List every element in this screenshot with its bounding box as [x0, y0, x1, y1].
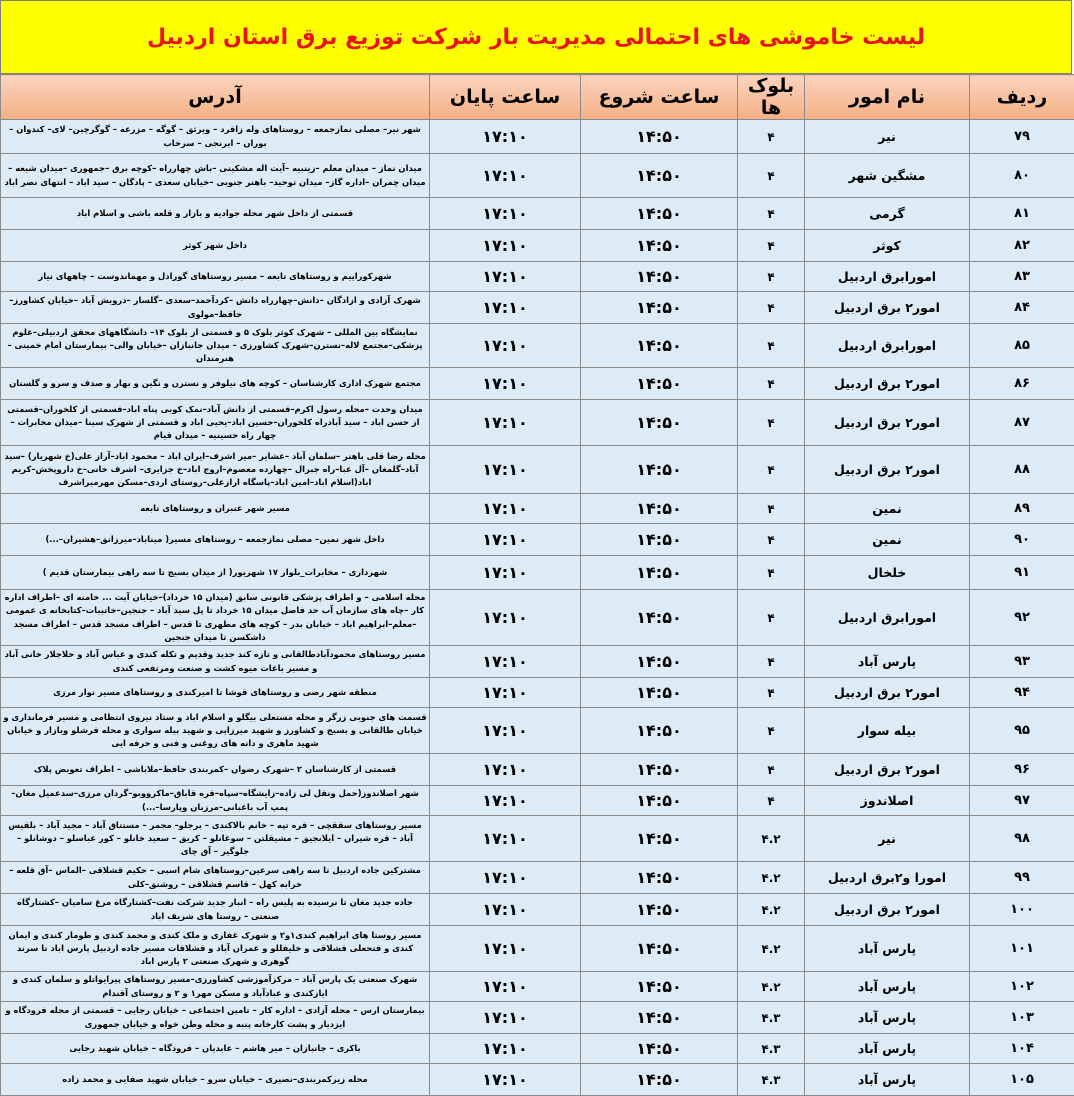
cell-end-time: ۱۷:۱۰: [430, 754, 581, 786]
cell-blocks: ۴: [738, 292, 805, 324]
cell-end-time: ۱۷:۱۰: [430, 862, 581, 894]
table-row: [1, 230, 1074, 262]
page-title: لیست خاموشی های احتمالی مدیریت بار شرکت توزیع برق استان اردبیل: [147, 25, 925, 50]
cell-address: داخل شهر کوثر: [1, 230, 430, 262]
cell-office-name: امور۲ برق اردبیل: [805, 368, 970, 400]
cell-office-name: پارس آباد: [805, 972, 970, 1002]
cell-office-name: امورابرق اردبیل: [805, 324, 970, 368]
cell-row-number: ۹۹: [970, 862, 1074, 894]
cell-office-name: پارس آباد: [805, 646, 970, 678]
header-start-time: ساعت شروع: [581, 75, 738, 120]
cell-blocks: ۴: [738, 120, 805, 154]
cell-blocks: ۴.۲: [738, 972, 805, 1002]
cell-office-name: اصلاندوز: [805, 786, 970, 816]
table-row: [1, 926, 1074, 972]
cell-start-time: ۱۴:۵۰: [581, 1034, 738, 1064]
cell-end-time: ۱۷:۱۰: [430, 400, 581, 446]
cell-row-number: ۸۸: [970, 446, 1074, 494]
cell-office-name: خلخال: [805, 556, 970, 590]
cell-row-number: ۱۰۰: [970, 894, 1074, 926]
cell-address: مسیر روستا های ابراهیم کندی۱و۲ و شهرک غفاری و ملک کندی و محمد کندی و طومار کندی و ایمان کندی و فتحعلی قشلاقی و خلیفللو و عمران آباد و قشلاقات مسیر جاده اردبیل پارس اباد تا سرند گوهری و شهرک صنعتی ۲ پارس اباد: [1, 926, 430, 972]
cell-address: میدان نماز – میدان معلم –زینبیه –آیت اله مشکینی –باش چهارراه –کوچه برق –جمهوری –میدان شیعه –میدان چمران –اداره گاز– میدان توحید– باهنر جنوبی –خیابان سعدی – پادگان – سید اباد – انتهای نصر اباد: [1, 154, 430, 198]
cell-address: محله رضا قلی باهنر –سلمان آباد –عشایر –میر اشرف–ایران اباد – محمود اباد–آراز علی(خ شهریار) –سید آباد–گلمغان –آل عبا–راه جبرال –چهارده معصوم–اروج اباد–خ جزایری– اشرف خانی–خ داروپخش–کریم اباد(اسلام اباد–امین اباد–پاسگاه ارازعلی–روستای اردی–مسکن مهرمیراشرف: [1, 446, 430, 494]
cell-end-time: ۱۷:۱۰: [430, 154, 581, 198]
cell-start-time: ۱۴:۵۰: [581, 678, 738, 708]
cell-end-time: ۱۷:۱۰: [430, 1002, 581, 1034]
table-row: [1, 524, 1074, 556]
cell-end-time: ۱۷:۱۰: [430, 556, 581, 590]
cell-end-time: ۱۷:۱۰: [430, 230, 581, 262]
cell-start-time: ۱۴:۵۰: [581, 1064, 738, 1096]
cell-address: شهرک آزادی و ازادگان –دانش–چهارراه دانش –کردآحمد–سعدی –گلسار –درویش آباد –خیابان کشاورز–حافظ–مولوی: [1, 292, 430, 324]
cell-end-time: ۱۷:۱۰: [430, 590, 581, 646]
cell-row-number: ۸۹: [970, 494, 1074, 524]
cell-end-time: ۱۷:۱۰: [430, 894, 581, 926]
table-header-row: [1, 75, 1074, 120]
cell-address: داخل شهر نمین– مصلی نمازجمعه – روستاهای مسیر( میناباد–میرزانق–هشیران–...): [1, 524, 430, 556]
table-row: [1, 786, 1074, 816]
cell-end-time: ۱۷:۱۰: [430, 646, 581, 678]
cell-blocks: ۴: [738, 400, 805, 446]
cell-office-name: نیر: [805, 120, 970, 154]
table-row: [1, 446, 1074, 494]
cell-row-number: ۸۱: [970, 198, 1074, 230]
cell-address: مشترکین جاده اردبیل تا سه راهی سرعین–روستاهای شام اسبی – حکیم قشلاقی –الماس –آق قلعه – خرابه کهل – قاسم قشلاقی – روشنق–کلی: [1, 862, 430, 894]
cell-office-name: مشگین شهر: [805, 154, 970, 198]
cell-row-number: ۱۰۴: [970, 1034, 1074, 1064]
cell-office-name: گرمی: [805, 198, 970, 230]
cell-row-number: ۹۸: [970, 816, 1074, 862]
cell-start-time: ۱۴:۵۰: [581, 494, 738, 524]
cell-row-number: ۸۰: [970, 154, 1074, 198]
cell-office-name: امور۲ برق اردبیل: [805, 292, 970, 324]
cell-blocks: ۴: [738, 198, 805, 230]
cell-blocks: ۴.۲: [738, 894, 805, 926]
cell-start-time: ۱۴:۵۰: [581, 120, 738, 154]
cell-blocks: ۴: [738, 494, 805, 524]
cell-office-name: امور۲ برق اردبیل: [805, 754, 970, 786]
cell-office-name: پارس آباد: [805, 1064, 970, 1096]
cell-end-time: ۱۷:۱۰: [430, 708, 581, 754]
cell-end-time: ۱۷:۱۰: [430, 786, 581, 816]
cell-office-name: پارس آباد: [805, 926, 970, 972]
header-end-time: ساعت پایان: [430, 75, 581, 120]
cell-blocks: ۴: [738, 324, 805, 368]
table-row: [1, 368, 1074, 400]
cell-start-time: ۱۴:۵۰: [581, 524, 738, 556]
cell-blocks: ۴.۳: [738, 1002, 805, 1034]
cell-address: مجتمع شهرک اداری کارشناسان – کوچه های نیلوفر و نسترن و نگین و بهار و صدف و سرو و گلستان: [1, 368, 430, 400]
cell-row-number: ۹۱: [970, 556, 1074, 590]
cell-blocks: ۴.۳: [738, 1034, 805, 1064]
header-blocks: بلوک ها: [738, 75, 805, 120]
cell-start-time: ۱۴:۵۰: [581, 1002, 738, 1034]
cell-end-time: ۱۷:۱۰: [430, 324, 581, 368]
cell-office-name: امور۲ برق اردبیل: [805, 446, 970, 494]
cell-office-name: امور۲ برق اردبیل: [805, 400, 970, 446]
cell-blocks: ۴: [738, 154, 805, 198]
cell-blocks: ۴: [738, 786, 805, 816]
cell-office-name: امورا و۲برق اردبیل: [805, 862, 970, 894]
table-row: [1, 292, 1074, 324]
cell-blocks: ۴: [738, 230, 805, 262]
table-row: [1, 754, 1074, 786]
cell-blocks: ۴: [738, 262, 805, 292]
cell-address: شهر نیر– مصلی نمازجمعه – روستاهای وله زاقرد – ویرثق – گوگه – مزرعه – گوگرچین– لای– کندوان – بوران – ایرنجی – سرخاب: [1, 120, 430, 154]
cell-end-time: ۱۷:۱۰: [430, 198, 581, 230]
cell-start-time: ۱۴:۵۰: [581, 446, 738, 494]
cell-address: قسمتی از کارشناسان ۲ –شهرک رضوان –کمربندی حافظ–ملاباشی – اطراف تعویض پلاک: [1, 754, 430, 786]
cell-address: شهرکوراییم و روستاهای تابعه – مسیر روستاهای گورادل و مهماندوست – چاههای نیار: [1, 262, 430, 292]
cell-office-name: پارس آباد: [805, 1002, 970, 1034]
cell-address: جاده جدید مغان تا نرسیده به پلیس راه – انبار جدید شرکت نفت–کشتارگاه مرغ سامیان –کشتارگاه صنعتی – روستا های شریف اباد: [1, 894, 430, 926]
table-row: [1, 198, 1074, 230]
cell-blocks: ۴.۲: [738, 816, 805, 862]
table-row: [1, 708, 1074, 754]
cell-address: شهرداری – مخابرات_بلوار ۱۷ شهریور( از میدان بسیج تا سه راهی بیمارستان قدیم ): [1, 556, 430, 590]
cell-blocks: ۴: [738, 708, 805, 754]
cell-end-time: ۱۷:۱۰: [430, 816, 581, 862]
cell-end-time: ۱۷:۱۰: [430, 292, 581, 324]
cell-address: مسیر روستاهای محمودآبادطالقانی و تازه کند جدید وقدیم و تکله کندی و عباس آباد و حلاجلار خانی آباد و مسیر باغات میوه کشت و صنعت ومرتفعی کندی: [1, 646, 430, 678]
cell-office-name: امورابرق اردبیل: [805, 262, 970, 292]
header-row-number: ردیف: [970, 75, 1074, 120]
cell-end-time: ۱۷:۱۰: [430, 368, 581, 400]
cell-address: شهرک صنعتی یک پارس آباد – مرکزآموزشی کشاورزی–مسیر روستاهای پیرایواتلو و سلمان کندی و ایازکندی و عبادآباد و مسکن مهر۱ و ۲ و روستای آقندام: [1, 972, 430, 1002]
cell-address: بیمارستان ارس – محله آزادی – اداره کار – تامین اجتماعی – خیابان رجایی – قسمتی از محله فرودگاه و ایزدیار و پشت کارخانه پنبه و محله وطن خواه و خیابان جمهوری: [1, 1002, 430, 1034]
cell-office-name: نمین: [805, 494, 970, 524]
table-row: [1, 1002, 1074, 1034]
cell-address: مسیر روستاهای سققچی – قره تپه – خانم بالاکندی – برجلو– مجمر – مستتاق آباد – مجید آباد – بلقیس آباد – قره شیران – ایلانجیق – مشیقلتن – سوغانلو – کریق – سعید خانلو – کور عباسلو – دوشانلو – جلوگیر – آق چای: [1, 816, 430, 862]
title-banner: [0, 0, 1072, 74]
cell-blocks: ۴: [738, 556, 805, 590]
cell-address: قسمتی از داخل شهر محله جوادیه و بازار و قلعه باشی و اسلام اباد: [1, 198, 430, 230]
cell-address: مسیر شهر عنبران و روستاهای تابعه: [1, 494, 430, 524]
cell-start-time: ۱۴:۵۰: [581, 646, 738, 678]
table-row: [1, 590, 1074, 646]
cell-address: میدان وحدت –محله رسول اکرم–قسمتی از دانش آباد–نمک کوبی پناه اباد–قسمتی از کلخوران–قسمتی از حسن اباد – سید آبادراه کلخوران–حسین اباد–یحیی اباد و قسمتی از شهرک سینا –میدان مخابرات – چهار راه حسینیه – میدان قیام: [1, 400, 430, 446]
cell-address: منطقه شهر رضی و روستاهای قوشا تا امیرکندی و روستاهای مسیر نوار مرزی: [1, 678, 430, 708]
cell-office-name: کوثر: [805, 230, 970, 262]
header-address: آدرس: [1, 75, 430, 120]
cell-blocks: ۴: [738, 590, 805, 646]
cell-row-number: ۹۳: [970, 646, 1074, 678]
cell-start-time: ۱۴:۵۰: [581, 556, 738, 590]
cell-start-time: ۱۴:۵۰: [581, 292, 738, 324]
table-row: [1, 556, 1074, 590]
cell-end-time: ۱۷:۱۰: [430, 1034, 581, 1064]
cell-end-time: ۱۷:۱۰: [430, 262, 581, 292]
table-row: [1, 262, 1074, 292]
cell-start-time: ۱۴:۵۰: [581, 926, 738, 972]
cell-end-time: ۱۷:۱۰: [430, 524, 581, 556]
table-row: [1, 816, 1074, 862]
cell-end-time: ۱۷:۱۰: [430, 120, 581, 154]
cell-start-time: ۱۴:۵۰: [581, 816, 738, 862]
cell-row-number: ۹۵: [970, 708, 1074, 754]
cell-end-time: ۱۷:۱۰: [430, 494, 581, 524]
cell-address: باکری – جانبازان – میر هاشم – عابدیان – فرودگاه – خیابان شهید رجایی: [1, 1034, 430, 1064]
cell-address: محله زیرکمربندی–نصیری – خیابان سرو – خیابان شهید صفایی و محمد زاده: [1, 1064, 430, 1096]
cell-start-time: ۱۴:۵۰: [581, 590, 738, 646]
cell-end-time: ۱۷:۱۰: [430, 926, 581, 972]
cell-end-time: ۱۷:۱۰: [430, 1064, 581, 1096]
cell-row-number: ۸۴: [970, 292, 1074, 324]
cell-row-number: ۱۰۱: [970, 926, 1074, 972]
table-row: [1, 972, 1074, 1002]
cell-end-time: ۱۷:۱۰: [430, 446, 581, 494]
cell-start-time: ۱۴:۵۰: [581, 262, 738, 292]
header-office-name: نام امور: [805, 75, 970, 120]
cell-row-number: ۹۴: [970, 678, 1074, 708]
cell-office-name: امورابرق اردبیل: [805, 590, 970, 646]
table-row: [1, 494, 1074, 524]
cell-row-number: ۷۹: [970, 120, 1074, 154]
cell-row-number: ۸۳: [970, 262, 1074, 292]
cell-start-time: ۱۴:۵۰: [581, 230, 738, 262]
cell-start-time: ۱۴:۵۰: [581, 894, 738, 926]
cell-row-number: ۱۰۲: [970, 972, 1074, 1002]
cell-blocks: ۴.۳: [738, 1064, 805, 1096]
cell-end-time: ۱۷:۱۰: [430, 678, 581, 708]
cell-start-time: ۱۴:۵۰: [581, 862, 738, 894]
cell-end-time: ۱۷:۱۰: [430, 972, 581, 1002]
cell-office-name: امور۲ برق اردبیل: [805, 678, 970, 708]
cell-blocks: ۴: [738, 754, 805, 786]
table-row: [1, 324, 1074, 368]
table-row: [1, 646, 1074, 678]
cell-office-name: پارس آباد: [805, 1034, 970, 1064]
cell-start-time: ۱۴:۵۰: [581, 154, 738, 198]
table-row: [1, 400, 1074, 446]
cell-start-time: ۱۴:۵۰: [581, 324, 738, 368]
cell-row-number: ۹۷: [970, 786, 1074, 816]
cell-start-time: ۱۴:۵۰: [581, 368, 738, 400]
table-row: [1, 862, 1074, 894]
table-row: [1, 678, 1074, 708]
cell-blocks: ۴: [738, 646, 805, 678]
cell-blocks: ۴: [738, 368, 805, 400]
outage-table: [0, 74, 1074, 1096]
table-row: [1, 154, 1074, 198]
cell-address: شهر اصلاندوز(حمل ونقل لی زاده–زایشگاه–سپاه–قره قاباق–ماکرووبو–گردان مرزی–سدعمیل مغان–پمپ آب باغبانی–مرزبان وپارسا–...): [1, 786, 430, 816]
cell-row-number: ۹۰: [970, 524, 1074, 556]
table-row: [1, 120, 1074, 154]
cell-start-time: ۱۴:۵۰: [581, 198, 738, 230]
cell-address: محله اسلامی – و اطراف پزشکی قانونی سابق (میدان ۱۵ خرداد)–خیابان آیت ... خامنه ای –اطراف اداره کار –چاه های سازمان آب حد فاصل میدان ۱۵ خرداد تا پل سید آباد – جنجین–خاتیبات–کتابخانه ی عمومی –معلم–ابراهیم اباد – خیابان بدر – کوچه های مطهری تا قدس – اطراف مسجد قدس – اطراف مسجد داشکسن تا میدان جنجین: [1, 590, 430, 646]
table-row: [1, 894, 1074, 926]
cell-start-time: ۱۴:۵۰: [581, 972, 738, 1002]
cell-row-number: ۱۰۳: [970, 1002, 1074, 1034]
cell-row-number: ۱۰۵: [970, 1064, 1074, 1096]
cell-start-time: ۱۴:۵۰: [581, 400, 738, 446]
cell-office-name: امور۲ برق اردبیل: [805, 894, 970, 926]
cell-office-name: بیله سوار: [805, 708, 970, 754]
cell-blocks: ۴: [738, 524, 805, 556]
cell-row-number: ۸۲: [970, 230, 1074, 262]
table-row: [1, 1034, 1074, 1064]
cell-office-name: نمین: [805, 524, 970, 556]
cell-blocks: ۴: [738, 678, 805, 708]
cell-row-number: ۸۷: [970, 400, 1074, 446]
cell-blocks: ۴.۲: [738, 926, 805, 972]
cell-row-number: ۸۶: [970, 368, 1074, 400]
cell-address: نمایشگاه بین المللی – شهرک کوثر بلوک ۵ و قسمتی از بلوک ۱۴– دانشگاههای محقق اردبیلی–علوم پزشکی–مجتمع لاله–نسترن–شهرک کشاورزی – میدان جانبازان –خیابان والی– بیمارستان امام خمینی – هنرمندان: [1, 324, 430, 368]
cell-row-number: ۹۶: [970, 754, 1074, 786]
cell-row-number: ۹۲: [970, 590, 1074, 646]
cell-start-time: ۱۴:۵۰: [581, 754, 738, 786]
cell-row-number: ۸۵: [970, 324, 1074, 368]
cell-start-time: ۱۴:۵۰: [581, 708, 738, 754]
cell-office-name: نیر: [805, 816, 970, 862]
cell-start-time: ۱۴:۵۰: [581, 786, 738, 816]
cell-blocks: ۴.۲: [738, 862, 805, 894]
cell-address: قسمت های جنوبی زرگر و محله مستعلی بیگلو و اسلام اباد و ستاد نیروی انتظامی و مسیر فرمانداری و خیابان طالقانی و بسیج و کشاورز و شهید میرزایی و شهید بیله سواری و محله فرشلو وبازار و خیابان شهید ماهری و دانه های روغنی و فنی و حرفه ایی: [1, 708, 430, 754]
cell-blocks: ۴: [738, 446, 805, 494]
